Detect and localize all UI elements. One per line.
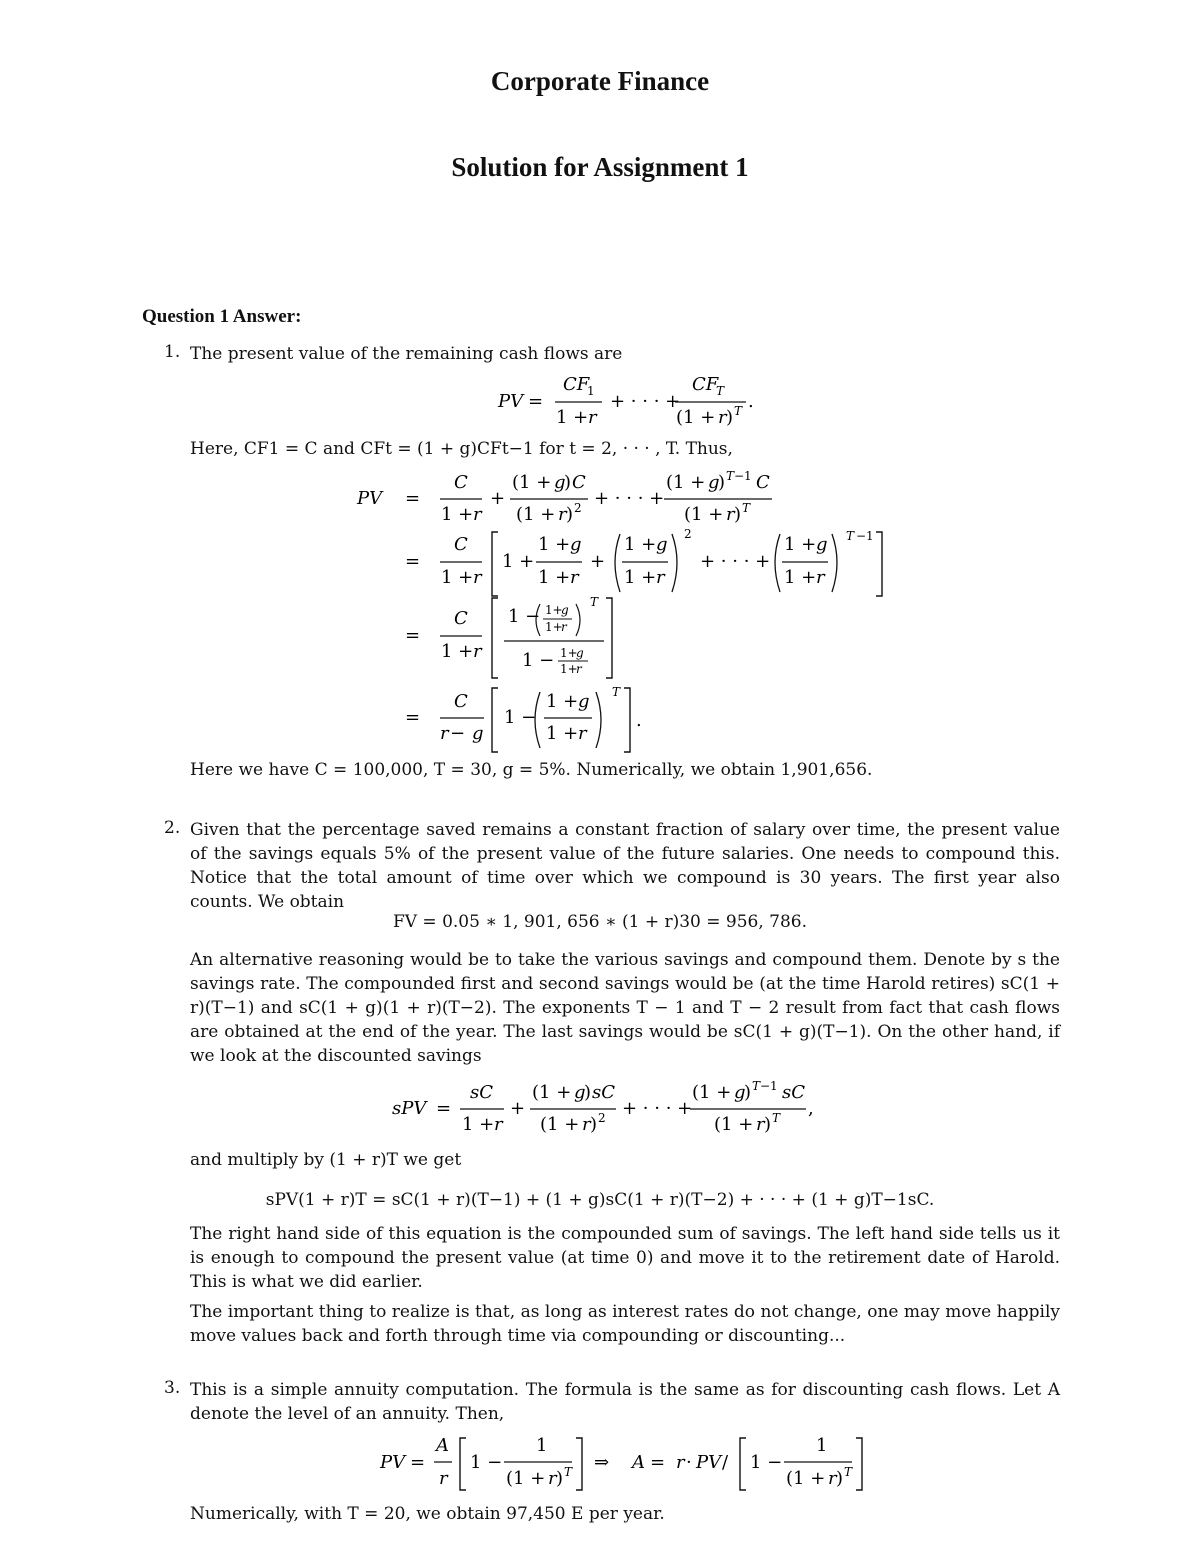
- equation-annuity: [0, 1434, 1200, 1494]
- svg-text:C: C: [454, 534, 468, 555]
- svg-text:T: T: [734, 404, 743, 418]
- svg-text:T: T: [844, 1465, 853, 1479]
- svg-text:r: r: [816, 567, 825, 588]
- svg-text:): ): [566, 504, 574, 525]
- svg-text:r: r: [756, 1114, 765, 1135]
- equation-compound: sPV(1 + r)T = sC(1 + r)(T−1) + (1 + g)sC(1 + r)(T−2) + · · · + (1 + g)T−1sC.: [265, 1190, 935, 1210]
- item-3-numeric-result: Numerically, with T = 20, we obtain 97,450 E per year.: [190, 1504, 665, 1524]
- svg-text:): ): [734, 504, 742, 525]
- svg-text:r: r: [473, 567, 482, 588]
- svg-text:=: =: [410, 1452, 426, 1473]
- svg-text:⇒: ⇒: [594, 1452, 610, 1473]
- svg-text:1+: 1+: [545, 603, 563, 617]
- svg-text:1 −: 1 −: [470, 1452, 503, 1473]
- svg-text:2: 2: [598, 1111, 606, 1125]
- svg-text:CF: CF: [563, 374, 590, 395]
- svg-text:−: −: [450, 723, 466, 744]
- svg-text:1 +: 1 +: [538, 567, 571, 588]
- svg-text:1: 1: [587, 384, 595, 398]
- svg-text:r: r: [440, 723, 449, 744]
- svg-text:+ · · · +: + · · · +: [622, 1098, 693, 1119]
- item-2-multiply-line: and multiply by (1 + r)T we get: [190, 1150, 462, 1170]
- svg-text:r: r: [439, 1468, 448, 1489]
- svg-text:g: g: [574, 1082, 586, 1103]
- svg-text:g: g: [570, 534, 582, 555]
- svg-text:): ): [564, 472, 572, 493]
- svg-text:(1 +: (1 +: [666, 472, 706, 493]
- svg-text:g: g: [554, 472, 566, 493]
- svg-text:): ): [590, 1114, 598, 1135]
- svg-text:=: =: [405, 625, 421, 646]
- svg-text:1 +: 1 +: [441, 567, 474, 588]
- equation-pv-definition: [0, 374, 1200, 434]
- svg-text:r: r: [558, 504, 567, 525]
- svg-text:T: T: [772, 1111, 781, 1125]
- svg-text:r: r: [828, 1468, 837, 1489]
- item-2-paragraph-3: The right hand side of this equation is the compounded sum of savings. The left hand side tells us it is enough to compound the present value (at time 0) and move it to the retirement date of Harold. This is what we did earlier.: [190, 1224, 1060, 1292]
- svg-text:r: r: [473, 504, 482, 525]
- svg-text:=: =: [436, 1098, 452, 1119]
- svg-text:g: g: [816, 534, 828, 555]
- svg-text:T: T: [846, 529, 855, 543]
- svg-text:(1 +: (1 +: [506, 1468, 546, 1489]
- svg-text:+: +: [490, 488, 506, 509]
- svg-text:=: =: [405, 707, 421, 728]
- item-3-number: 3.: [164, 1378, 181, 1398]
- item-2-paragraph-2: An alternative reasoning would be to take the various savings and compound them. Denote by s the savings rate. The compounded first and second savings would be (at the time Harold retires) sC(1 + r)(T−1) and sC(1 + g)(1 + r)(T−2). The exponents T − 1 and T − 2 result from fact that cash flows are obtained at the end of the year. The last savings would be sC(1 + g)(T−1). On the other hand, if we look at the discounted savings: [190, 950, 1060, 1066]
- svg-text:+: +: [510, 1098, 526, 1119]
- svg-text:C: C: [454, 472, 468, 493]
- svg-text:g: g: [734, 1082, 746, 1103]
- svg-text:r: r: [582, 1114, 591, 1135]
- svg-text:(1 +: (1 +: [512, 472, 552, 493]
- equation-spv: [0, 1080, 1200, 1140]
- svg-text:r: r: [561, 620, 567, 634]
- svg-text:PV: PV: [380, 1452, 406, 1473]
- svg-text:1 −: 1 −: [522, 650, 555, 671]
- svg-text:PV: PV: [357, 488, 383, 509]
- svg-text:g: g: [708, 472, 720, 493]
- svg-text:1 +: 1 +: [462, 1114, 495, 1135]
- item-1-here-line: Here, CF1 = C and CFt = (1 + g)CFt−1 for t = 2, · · · , T. Thus,: [190, 439, 733, 459]
- svg-text:1: 1: [816, 1435, 828, 1456]
- svg-text:1 +: 1 +: [546, 723, 579, 744]
- svg-text:): ): [718, 472, 726, 493]
- svg-text:sC: sC: [470, 1082, 494, 1103]
- svg-text:(1 +: (1 +: [692, 1082, 732, 1103]
- svg-text:=: =: [405, 488, 421, 509]
- svg-text:r: r: [726, 504, 735, 525]
- svg-text:1 +: 1 +: [441, 641, 474, 662]
- svg-text:A: A: [632, 1452, 645, 1473]
- svg-text:r: r: [576, 662, 582, 676]
- svg-text:sC: sC: [592, 1082, 616, 1103]
- svg-text:=: =: [405, 551, 421, 572]
- svg-text:1 −: 1 −: [750, 1452, 783, 1473]
- svg-text:1 +: 1 +: [441, 504, 474, 525]
- svg-text:T: T: [564, 1465, 573, 1479]
- svg-text:(1 +: (1 +: [540, 1114, 580, 1135]
- svg-text:(1 +: (1 +: [714, 1114, 754, 1135]
- svg-text:CF: CF: [692, 374, 719, 395]
- document-title: Corporate Finance: [490, 66, 710, 96]
- svg-text:(1 +: (1 +: [516, 504, 556, 525]
- svg-text:(1 +: (1 +: [684, 504, 724, 525]
- svg-text:r: r: [548, 1468, 557, 1489]
- svg-text:+ · · · +: + · · · +: [610, 391, 681, 412]
- svg-text:(1 +: (1 +: [786, 1468, 826, 1489]
- svg-text:/: /: [722, 1452, 729, 1473]
- svg-text:1 −: 1 −: [504, 707, 537, 728]
- equation-fv: FV = 0.05 ∗ 1, 901, 656 ∗ (1 + r)30 = 956, 786.: [392, 912, 808, 932]
- svg-text:PV: PV: [498, 391, 524, 412]
- question-heading: Question 1 Answer:: [142, 306, 302, 327]
- svg-text:,: ,: [808, 1098, 814, 1119]
- svg-text:r: r: [570, 567, 579, 588]
- svg-text:1 +: 1 +: [546, 691, 579, 712]
- svg-text:+ · · · +: + · · · +: [594, 488, 665, 509]
- svg-text:1+: 1+: [560, 646, 578, 660]
- svg-text:): ): [836, 1468, 844, 1489]
- svg-text:(1 +: (1 +: [532, 1082, 572, 1103]
- svg-text:−1: −1: [760, 1079, 778, 1093]
- svg-text:C: C: [454, 608, 468, 629]
- svg-text:1 +: 1 +: [624, 567, 657, 588]
- item-2-paragraph-1: Given that the percentage saved remains a constant fraction of salary over time, the present value of the savings equals 5% of the present value of the future salaries. One needs to compound this. Notice that the total amount of time over which we compound is 30 years. The first year also counts. We obtain: [190, 820, 1060, 912]
- svg-text:1 +: 1 +: [784, 534, 817, 555]
- svg-text:g: g: [561, 603, 569, 617]
- svg-text:sC: sC: [782, 1082, 806, 1103]
- svg-text:PV: PV: [696, 1452, 722, 1473]
- svg-text:r: r: [588, 407, 597, 428]
- svg-text:): ): [584, 1082, 592, 1103]
- item-2-paragraph-4: The important thing to realize is that, as long as interest rates do not change, one may move happily move values back and forth through time via compounding or discounting...: [190, 1302, 1060, 1346]
- svg-text:): ): [764, 1114, 772, 1135]
- svg-text:): ): [744, 1082, 752, 1103]
- document-subtitle: Solution for Assignment 1: [451, 152, 749, 182]
- svg-text:r: r: [656, 567, 665, 588]
- item-1-number: 1.: [164, 342, 181, 362]
- svg-text:1 +: 1 +: [502, 551, 535, 572]
- svg-text:+ · · · +: + · · · +: [700, 551, 771, 572]
- svg-text:2: 2: [684, 527, 692, 541]
- svg-text:2: 2: [574, 501, 582, 515]
- svg-text:A: A: [436, 1435, 449, 1456]
- svg-text:r: r: [718, 407, 727, 428]
- svg-text:r: r: [473, 641, 482, 662]
- svg-text:g: g: [472, 723, 484, 744]
- svg-text:g: g: [578, 691, 590, 712]
- svg-text:T: T: [752, 1079, 761, 1093]
- svg-text:1 −: 1 −: [508, 606, 541, 627]
- svg-text:1 +: 1 +: [538, 534, 571, 555]
- svg-text:1 +: 1 +: [556, 407, 589, 428]
- item-1-numeric-result: Here we have C = 100,000, T = 30, g = 5%. Numerically, we obtain 1,901,656.: [190, 760, 873, 780]
- svg-text:1+: 1+: [560, 662, 578, 676]
- svg-text:r: r: [676, 1452, 685, 1473]
- svg-text:1+: 1+: [545, 620, 563, 634]
- svg-text:.: .: [636, 710, 642, 731]
- item-2-number: 2.: [164, 818, 181, 838]
- svg-text:C: C: [572, 472, 586, 493]
- svg-text:): ): [556, 1468, 564, 1489]
- svg-text:−1: −1: [734, 469, 752, 483]
- svg-text:): ): [726, 407, 734, 428]
- item-3-paragraph-1: This is a simple annuity computation. The formula is the same as for discounting cash flows. Let A denote the level of an annuity. Then,: [190, 1380, 1060, 1424]
- svg-text:C: C: [454, 691, 468, 712]
- svg-text:+: +: [590, 551, 606, 572]
- svg-text:1 +: 1 +: [624, 534, 657, 555]
- svg-text:T: T: [726, 469, 735, 483]
- svg-text:−1: −1: [856, 529, 874, 543]
- svg-text:·: ·: [686, 1452, 692, 1473]
- svg-text:r: r: [494, 1114, 503, 1135]
- svg-text:r: r: [578, 723, 587, 744]
- svg-text:1 +: 1 +: [784, 567, 817, 588]
- svg-text:g: g: [656, 534, 668, 555]
- svg-text:.: .: [748, 391, 754, 412]
- item-1-intro: The present value of the remaining cash flows are: [190, 344, 623, 364]
- svg-text:=: =: [650, 1452, 666, 1473]
- svg-text:T: T: [742, 501, 751, 515]
- svg-text:T: T: [590, 595, 599, 609]
- svg-text:T: T: [716, 384, 725, 398]
- svg-text:T: T: [612, 685, 621, 699]
- svg-text:1: 1: [536, 1435, 548, 1456]
- svg-text:=: =: [528, 391, 544, 412]
- equation-pv-derivation: [0, 470, 1200, 760]
- svg-text:(1 +: (1 +: [676, 407, 716, 428]
- svg-text:C: C: [756, 472, 770, 493]
- svg-text:sPV: sPV: [392, 1098, 427, 1119]
- svg-text:g: g: [576, 646, 584, 660]
